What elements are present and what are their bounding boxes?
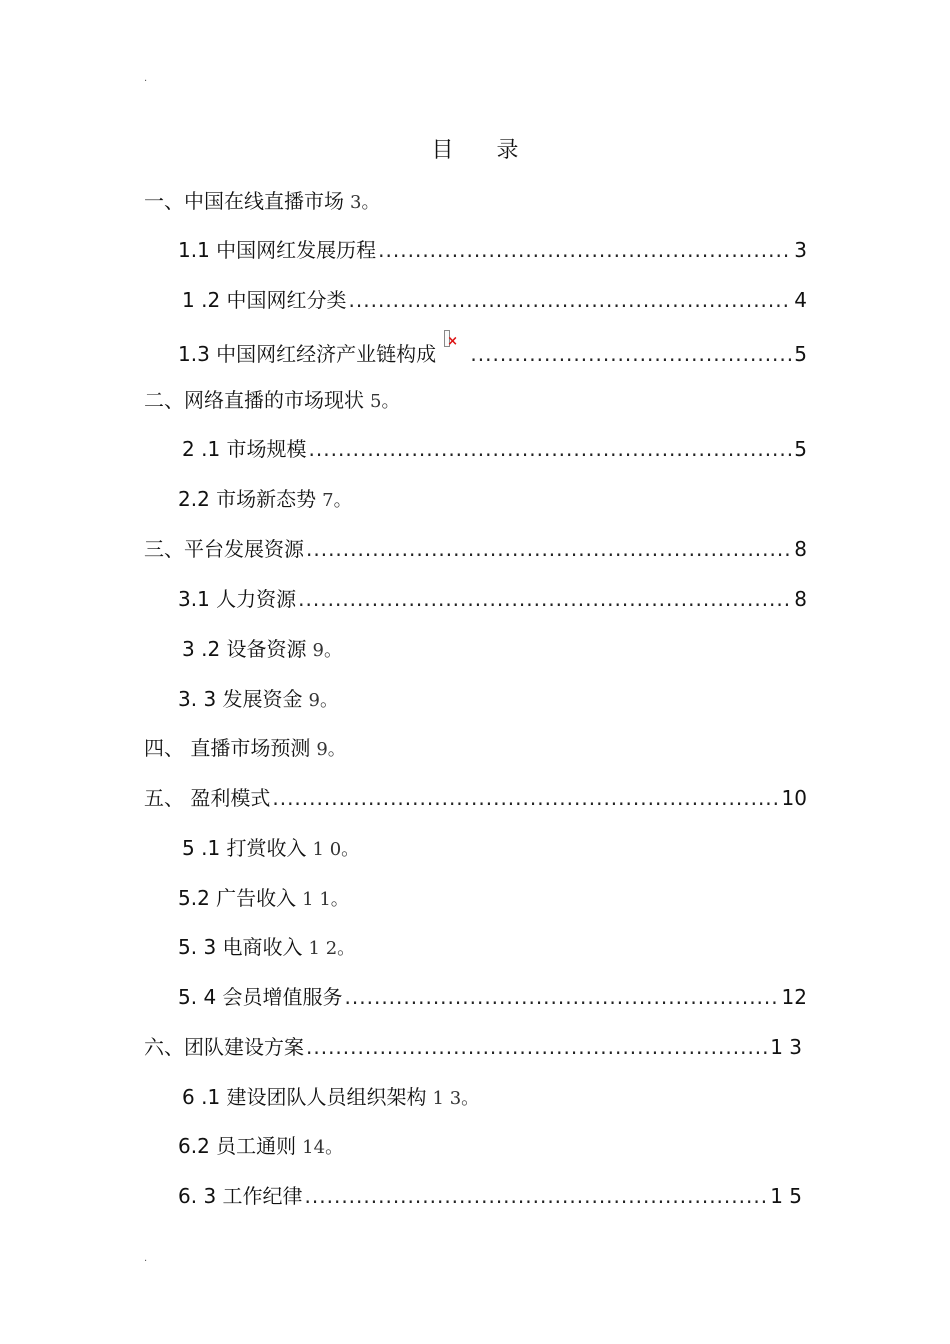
- toc-entry-page: 1 3。: [432, 1088, 480, 1109]
- toc-entry[interactable]: [144, 1032, 802, 1062]
- toc-entry[interactable]: [178, 584, 807, 614]
- toc-entry-page: 14。: [302, 1137, 344, 1158]
- toc-entry-page: 9。: [308, 690, 338, 711]
- toc-entry-label: 6. 3 工作纪律: [178, 1184, 303, 1208]
- dot-leader: [345, 982, 779, 1012]
- toc-entry-label: 四、 直播市场预测: [144, 736, 311, 760]
- toc-entry-label: 五、 盈利模式: [144, 786, 271, 810]
- toc-entry[interactable]: [182, 434, 807, 464]
- toc-entry-label: 六、团队建设方案: [144, 1035, 304, 1059]
- toc-entry[interactable]: [182, 634, 342, 664]
- toc-entry-page: 9。: [316, 739, 346, 760]
- toc-entry-page: 10: [781, 786, 807, 810]
- toc-entry-label: 5. 3 电商收入: [178, 935, 303, 959]
- toc-entry-label: 1.1 中国网红发展历程: [178, 238, 377, 262]
- toc-entry-page: 8: [794, 537, 807, 561]
- page-title: 目 录: [431, 138, 537, 163]
- toc-entry[interactable]: [178, 684, 338, 714]
- dot-leader: [378, 235, 791, 265]
- toc-entry-label: 6.2 员工通则: [178, 1134, 297, 1158]
- toc-entry[interactable]: [144, 186, 379, 216]
- toc-entry-page: 7。: [322, 490, 352, 511]
- toc-entry-page: 4: [794, 288, 807, 312]
- toc-entry[interactable]: [178, 932, 355, 962]
- toc-entry[interactable]: [144, 733, 346, 763]
- toc-entry-page: 9。: [312, 640, 342, 661]
- toc-entry-page: 12: [781, 985, 807, 1009]
- toc-entry-page: 1 1。: [302, 889, 349, 910]
- toc-entry[interactable]: [178, 982, 807, 1012]
- dot-leader: [470, 339, 791, 369]
- toc-entry-label: 一、中国在线直播市场: [144, 189, 344, 213]
- dot-leader: [306, 1032, 767, 1062]
- toc-entry-label: 3 .2 设备资源: [182, 637, 307, 661]
- dot-leader: [349, 285, 792, 315]
- toc-entry-page: 8: [794, 587, 807, 611]
- toc-entry[interactable]: [144, 534, 807, 564]
- toc-entry[interactable]: [178, 883, 349, 913]
- toc-entry-label: 5 .1 打赏收入: [182, 836, 307, 860]
- toc-entry-page: 1 2。: [308, 938, 356, 959]
- toc-entry-label: 1 .2 中国网红分类: [182, 288, 347, 312]
- toc-entry-label: 1.3 中国网红经济产业链构成: [178, 342, 437, 366]
- dot-leader: [306, 534, 791, 564]
- dot-leader: [309, 434, 792, 464]
- toc-entry-label: 3. 3 发展资金: [178, 687, 303, 711]
- bottom-dot: .: [144, 1253, 148, 1264]
- toc-entry[interactable]: [178, 484, 352, 514]
- toc-entry[interactable]: [144, 783, 807, 813]
- toc-entry-label: 二、网络直播的市场现状: [144, 388, 364, 412]
- toc-entry-page: 1 0。: [312, 839, 360, 860]
- broken-image-icon: [444, 330, 450, 347]
- toc-entry-page: 5。: [370, 391, 400, 412]
- toc-entry[interactable]: [182, 1082, 479, 1112]
- dot-leader: [305, 1181, 768, 1211]
- toc-entry-page: 3: [794, 238, 807, 262]
- toc-entry-page: 5: [794, 437, 807, 461]
- toc-entry-label: 6 .1 建设团队人员组织架构: [182, 1085, 427, 1109]
- toc-entry-page: 3。: [350, 192, 380, 213]
- dot-leader: [272, 783, 778, 813]
- toc-entry-page: 5: [794, 342, 807, 366]
- toc-entry[interactable]: [178, 1131, 343, 1161]
- toc-entry[interactable]: [178, 235, 807, 265]
- dot-leader: [298, 584, 791, 614]
- toc-entry[interactable]: [178, 339, 807, 369]
- top-dot: .: [144, 73, 148, 84]
- toc-entry[interactable]: [182, 833, 359, 863]
- toc-entry-page: 1 5: [770, 1184, 802, 1208]
- toc-entry[interactable]: [182, 285, 807, 315]
- toc-entry[interactable]: [178, 1181, 802, 1211]
- toc-entry-label: 三、平台发展资源: [144, 537, 304, 561]
- toc-entry-label: 5.2 广告收入: [178, 886, 297, 910]
- toc-entry-page: 1 3: [770, 1035, 802, 1059]
- toc-entry-label: 2.2 市场新态势: [178, 487, 317, 511]
- toc-entry[interactable]: [144, 385, 399, 415]
- toc-entry-label: 2 .1 市场规模: [182, 437, 307, 461]
- toc-entry-label: 5. 4 会员增值服务: [178, 985, 343, 1009]
- toc-entry-label: 3.1 人力资源: [178, 587, 297, 611]
